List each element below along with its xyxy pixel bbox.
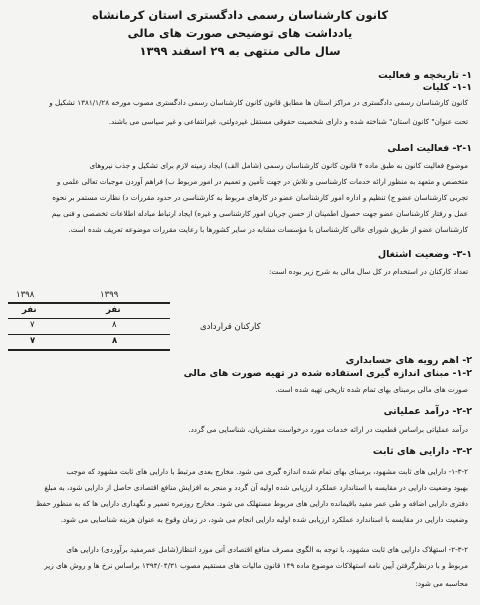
section-1-1-heading: ۱-۱- کلیات xyxy=(422,82,472,93)
paragraph-1-2-line: عمل و رفتار کارشناسان عضو جهت حصول اطمینان از حسن جریان امور کارشناسی و غیره) ایجاد ارتباط مبادله اطلاعات تخصصی و فنی بیم xyxy=(51,209,468,218)
table-unit-1399: نفر xyxy=(106,305,121,315)
paragraph-1-2-line: موضوع فعالیت کانون به طبق ماده ۴ قانون کانون کارشناسان رسمی (شامل الف) ایجاد زمینه لازم برای تشکیل و جذب نیروهای xyxy=(89,161,468,170)
paragraph-2-2: درآمد عملیاتی براساس قطعیت در ارائه خدمات مورد درخواست مشتریان، شناسایی می گردد. xyxy=(188,425,468,434)
table-header-1398: ۱۳۹۸ xyxy=(16,290,35,300)
table-total-1398: ۷ xyxy=(30,336,36,346)
paragraph-2-1: صورت های مالی برمبنای بهای تمام شده تاریخی تهیه شده است. xyxy=(275,385,468,394)
table-header-1399: ۱۳۹۹ xyxy=(100,290,119,300)
table-row-1398: ۷ xyxy=(30,320,35,330)
paragraph-1-1-line: تحت عنوان" کانون استان" شناخته شده و دارای شخصیت حقوقی مستقل غیردولتی، غیرانتفاعی و غیر سیاسی می باشند. xyxy=(108,117,468,126)
table-total-1399: ۸ xyxy=(112,336,118,346)
table-row-rule xyxy=(8,334,170,335)
paragraph-2-3-2-line: محاسبه می شود: xyxy=(415,579,468,588)
section-2-1-heading: ۱-۲- مبنای اندازه گیری استفاده شده در تهیه صورت های مالی xyxy=(183,368,472,379)
paragraph-2-3-2-line: مربوط و با درنظرگرفتن آیین نامه استهلاکات موضوع ماده ۱۴۹ قانون مالیات های مستقیم مصوب ۱۳۹۴/۰۴/۳۱ براساس نرخ ها و روش های زیر xyxy=(44,561,468,570)
paragraph-1-1-line: کانون کارشناسان رسمی دادگستری در مراکز استان ها مطابق قانون کانون کارشناسان رسمی دادگستری مصوب مورخه ۱۳۸۱/۱/۲۸ تشکیل و xyxy=(49,98,468,107)
table-total-rule xyxy=(8,349,170,351)
section-2-3-heading: ۳-۲- دارایی های ثابت xyxy=(372,446,472,457)
paragraph-2-3-1-line: ۱-۳-۲- دارایی های ثابت مشهود، برمبنای بهای تمام شده اندازه گیری می شود. مخارج بعدی مرتبط با دارایی های ثابت مشهود که موجب xyxy=(66,467,468,476)
table-row-1399: ۸ xyxy=(112,320,117,330)
table-header-rule xyxy=(8,302,170,304)
paragraph-2-3-1-line: بهبود وضعیت دارایی در مقایسه با استاندارد عملکرد ارزیابی شده اولیه آن گردد و منجر به افزایش منافع اقتصادی حاصل از دارایی شود، به مبلغ xyxy=(44,483,468,492)
table-row-label: کارکنان قراردادی xyxy=(200,322,261,332)
paragraph-1-3: تعداد کارکنان در استخدام در کل سال مالی به شرح زیر بوده است: xyxy=(268,267,468,276)
header-report-title: یادداشت های توضیحی صورت های مالی xyxy=(127,26,353,40)
paragraph-1-2-line: متخصص و متعهد به منظور ارائه خدمات کارشناسی و تلاش در جهت تأمین و تعمیم در امور مربوط ب) فراهم آوردن موجبات تعالی علمی و xyxy=(56,177,468,186)
paragraph-1-2-line: کارشناسان عضو از طریق شورای عالی کارشناسان با مؤسسات مشابه در سایر کشورها با رعایت مقررات موضوعه تعریف شده است. xyxy=(68,225,468,234)
paragraph-2-3-1-line: دفتری دارایی اضافه و طی عمر مفید باقیمانده دارایی های مربوط مستهلک می شود. مخارج روزمره تعمیر و نگهداری دارایی ها که به منظور حفظ xyxy=(35,499,468,508)
header-organization: کانون کارشناسان رسمی دادگستری استان کرمانشاه xyxy=(91,8,389,22)
table-unit-1398: نفر xyxy=(22,305,37,315)
paragraph-2-3-1-line: وضعیت دارایی در مقایسه با استاندارد عملکرد ارزیابی شده اولیه دارایی انجام می شود، در زمان وقوع به عنوان هزینه شناسایی می شود. xyxy=(60,515,468,524)
section-2-2-heading: ۲-۲- درآمد عملیاتی xyxy=(383,406,472,417)
section-2-heading: ۲- اهم رویه های حسابداری xyxy=(345,355,472,366)
table-unit-rule xyxy=(8,318,170,319)
paragraph-1-2-line: تجربی کارشناسان عضو ج) تنظیم و اداره امور کارشناسان عضو در کارهای مربوط به کارشناسی در حدود مقررات د) نظارت مستمر بر نحوه xyxy=(52,193,468,202)
section-1-heading: ۱- تاریخچه و فعالیت xyxy=(378,70,472,81)
section-1-3-heading: ۳-۱- وضعیت اشتغال xyxy=(377,249,472,260)
header-fiscal-year: سال مالی منتهی به ۲۹ اسفند ۱۳۹۹ xyxy=(139,44,341,58)
paragraph-2-3-2-line: ۲-۳-۲- استهلاک دارایی های ثابت مشهود، با توجه به الگوی مصرف منافع اقتصادی آتی مورد انتظار(شامل عمرمفید برآوردی) دارایی های xyxy=(66,545,468,554)
section-1-2-heading: ۲-۱- فعالیت اصلی xyxy=(387,143,472,154)
